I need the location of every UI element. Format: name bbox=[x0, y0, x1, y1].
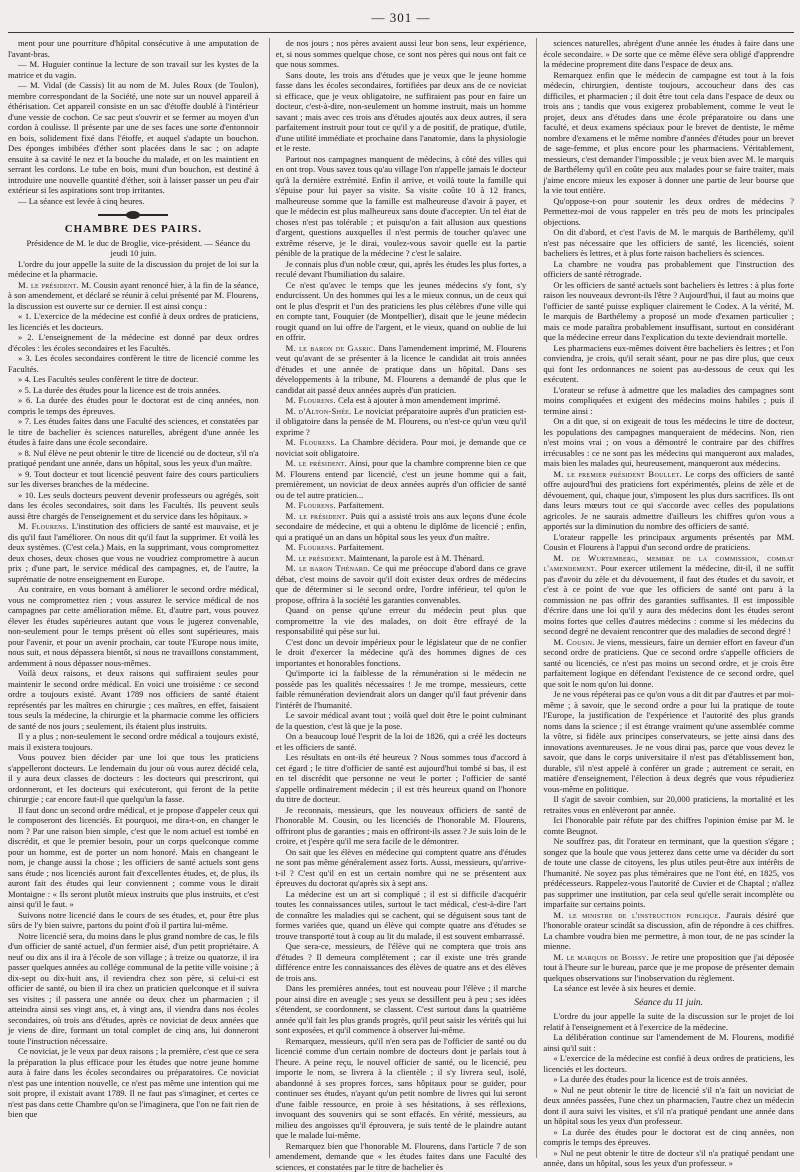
speaker-name: M. le baron Thénard. bbox=[286, 563, 371, 573]
paragraph: On dit d'abord, et c'est l'avis de M. le marquis de Barthélemy, qu'il n'est pas nécessaire que les officiers de santé, les licenciés, soient bacheliers ès lettres, et à plus forte raison bacheliers ès sciences. bbox=[543, 227, 794, 259]
page-number: — 301 — bbox=[8, 10, 794, 26]
paragraph: Je ne vous répéterai pas ce qu'on vous a dit dit par d'autres et par moi-même ; à savoir, que le second ordre a pour lui la pratique de toute l'Europe, la justification de l'expérience et l'autorité des plus grands noms dans la science ; il est étrange vraiment qu'une assemblée comme la vôtre, si fidèle aux principes conservateurs, se jette ainsi dans des innovations aventureuses. Je ne vous dirai pas, parce que vous devez le savoir, que dans le corps universitaire il n'est pas d'établissement bon, durable, s'il n'est appelé à conférer un grade ; autrement ce serait, en matière d'enseignement, l'élection à deux degrés que vous répudieriez vous-même en politique. bbox=[543, 689, 794, 794]
paragraph: Remarquez bien que l'honorable M. Flourens, dans l'article 7 de son amendement, demande que « les études faites dans une Faculté des sciences, et constatées par le titre de bachelier ès bbox=[276, 1141, 527, 1172]
column-1 bbox=[8, 38, 259, 1158]
section-title: CHAMBRE DES PAIRS. bbox=[8, 224, 259, 235]
paragraph: Voilà deux raisons, et deux raisons qui suffiraient seules pour maintenir le second ordre médical. En voici une troisième : ce second ordre a toujours existé. Avant 1789 nos officiers de santé étaient représentés par les maîtres en chirurgie ; ces maîtres, en effet, faisaient tous seuls la médecine, la chirurgie et la pharmacie comme les officiers de santé de nos jours ; seulement, ils étaient plus instruits. bbox=[8, 668, 259, 731]
paragraph: La séance est levée à six heures et demie. bbox=[543, 983, 794, 994]
speaker-name: M. le président. bbox=[286, 511, 348, 521]
paragraph: Au contraire, en vous bornant à améliorer le second ordre médical, vous ne compromettez rien ; vous assurez le service médical de nos campagnes par cette amélioration même. Et, d'autre part, vous pouvez élever les études supérieures autant que vous le jugerez convenable, non-seulement pour le temps présent où elles sont supérieures, mais pour l'avenir, et pour un avenir prochain, car toute l'Europe nous imite, nous suit, et nous dépassera bientôt, si nous ne travaillons constamment, ardemment à nous dépasser nous-mêmes. bbox=[8, 584, 259, 668]
paragraph: Le savoir médical avant tout ; voilà quel doit être le point culminant de la question, c'est là que je la pose. bbox=[276, 710, 527, 731]
speaker-name: M. le baron de Gasric. bbox=[286, 343, 376, 353]
paragraph: Remarquez enfin que le médecin de campagne est tout à la fois médecin, chirurgien, dentiste toujours, accoucheur dans des cas difficiles, et pharmacien ; il doit être tout cela dans l'espace de deux ou trois ans ; tandis que vous exigerez probablement, comme le veut le projet, deux ans d'études dans une école préparatoire ou dans une faculté, et deux examens spéciaux pour le brevet de dentiste, le même nombre d'examens et le même nombre d'années d'études pour un brevet de sage-femme, et plus encore pour les pharmaciens. Véritablement, messieurs, c'est demander l'impossible ; je veux bien avec M. le marquis de Barthélemy qu'il en coûte peu aux malades pour se faire traiter, mais j'aime encore mieux les exposer à donner une partie de leur bourse que la vie tout entière. bbox=[543, 70, 794, 196]
speaker-name: M. Flourens. bbox=[286, 542, 336, 552]
column-2 bbox=[269, 38, 527, 1158]
paragraph: La chambre ne voudra pas probablement que l'instruction des officiers de santé rétrograde. bbox=[543, 259, 794, 280]
speaker-name: M. Flourens. bbox=[286, 500, 336, 510]
page-header bbox=[8, 6, 794, 33]
paragraph: Quand on pense qu'une erreur du médecin peut plus que compromettre la vie des malades, on doit être effrayé de la responsabilité qui pèse sur lui. bbox=[276, 605, 527, 637]
paragraph: Dans les premières années, tout est nouveau pour l'élève ; il marche pour ainsi dire en aveugle ; ses yeux se dessillent peu à peu ; ses idées s'étendent, se coordonnent, se classent. C'est surtout dans la quatrième année qu'il fait les plus grands progrès, qu'il peut saisir les vérités qui lui sont exposées, et qu'il commence à observer lui-même. bbox=[276, 983, 527, 1036]
paragraph: Que sera-ce, messieurs, de l'élève qui ne comptera que trois ans d'études ? Il demeura complétement ; car il existe une très grande différence entre les connaissances des élèves de quatre ans et des élèves de trois ans. bbox=[276, 941, 527, 983]
paragraph: Ne souffrez pas, dit l'orateur en terminant, que la question s'égare ; songez que la boule que vous jetterez dans cette urne va décider du sort de toute une classe de citoyens, les plus utiles peut-être aux intérêts de l'humanité. Ne soyez pas plus téméraires que ne l'ont été, en 1825, vos prédécesseurs. Rappelez-vous l'autorité de Cuvier et de Chaptal ; n'allez pas supprimer une institution, par cela seul qu'elle serait incomplète ou imparfaite sur certains points. bbox=[543, 836, 794, 910]
paragraph: » 2. L'enseignement de la médecine est donné par deux ordres d'écoles : les écoles secondaires et les Facultés. bbox=[8, 332, 259, 353]
paragraph: M. le président. Maintenant, la parole est à M. Thénard. bbox=[276, 553, 527, 564]
speaker-name: M. de Wurtemberg, membre de la commission, combat l'amendement. bbox=[543, 553, 794, 574]
paragraph: » 9. Tout docteur et tout licencié peuvent faire des cours particuliers sur les diverses branches de la médecine. bbox=[8, 469, 259, 490]
paragraph: « 1. L'exercice de la médecine est confié à deux ordres de praticiens, les licenciés et les docteurs. bbox=[8, 311, 259, 332]
paragraph: L'ordre du jour appelle la suite de la discussion sur le projet de loi relatif à l'enseignement et à l'exercice de la médecine. bbox=[543, 1011, 794, 1032]
paragraph: M. le baron de Gasric. Dans l'amendement imprimé, M. Flourens veut qu'avant de se présenter à la licence le candidat ait trois années d'études et une année de pratique dans un hôpital. Dans ses développements à la tribune, M. Flourens a demandé de plus que le candidat ait passé deux années auprès d'un praticien. bbox=[276, 343, 527, 396]
paragraph: Ce n'est qu'avec le temps que les jeunes médecins s'y font, s'y endurcissent. Un des hommes qui les a le mieux connus, un de ceux qui ont le plus d'esprit et l'un des praticiens les plus célèbres d'une ville qui en compte tant, Fouquier (de Montpellier), disait que le jeune médecin rougit quand on lui offre de l'argent, et le vieux, quand on oublie de lui en offrir. bbox=[276, 280, 527, 343]
paragraph: Suivons notre licencié dans le cours de ses études, et, pour être plus sûrs de l'y bien suivre, partons du point d'où il partira lui-même. bbox=[8, 910, 259, 931]
speaker-name: M. Flourens. bbox=[286, 437, 337, 447]
paragraph: Vous pouvez bien décider par une loi que tous les praticiens s'appelleront docteurs. Le lendemain du jour où vous aurez décidé cela, il y aura deux classes de docteurs : les docteurs qui prescriront, qui ordonneront, et les docteurs qui exécuteront, qui feront de la petite chirurgie ; car encore faut-il que quelqu'un la fasse. bbox=[8, 752, 259, 805]
paragraph: M. Flourens. Parfaitement. bbox=[276, 500, 527, 511]
speaker-name: M. le président. bbox=[286, 553, 347, 563]
paragraph: M. Flourens. L'institution des officiers de santé est mauvaise, et je dis qu'il faut l'améliorer. On nous dit qu'il faut la supprimer. Et voilà les deux systèmes. (C'est cela.) Mais, en la supprimant, vous compromettez deux choses, deux choses que vous ne voudriez compromettre à aucun prix ; d'une part, le service médical des campagnes, et, de l'autre, la suprématie de notre enseignement en Europe. bbox=[8, 521, 259, 584]
paragraph: Je reconnais, messieurs, que les nouveaux officiers de santé de l'honorable M. Cousin, ou les licenciés de l'honorable M. Flourens, offriront plus de garanties ; mais en offriront-ils assez ? Je suis loin de le croire, et j'espère qu'il me sera facile de le démontrer. bbox=[276, 805, 527, 847]
speaker-name: M. Cousin. bbox=[553, 637, 594, 647]
paragraph: M. Flourens. Cela est à ajouter à mon amendement imprimé. bbox=[276, 395, 527, 406]
paragraph: M. le président. M. Cousin ayant renoncé hier, à la fin de la séance, à son amendement, et déclaré se réunir à celui présenté par M. Flourens, la discussion est ouverte sur ce dernier. Il est ainsi conçu : bbox=[8, 280, 259, 312]
paragraph: » La durée des études pour le doctorat est de cinq années, non compris le temps des épreuves. bbox=[543, 1127, 794, 1148]
paragraph: Il y a plus ; non-seulement le second ordre médical a toujours existé, mais il existera toujours. bbox=[8, 731, 259, 752]
paragraph: On sait que les élèves en médecine qui comptent quatre ans d'études ne sont pas même généralement assez forts. Aussi, messieurs, qu'arrive-t-il ? C'est qu'il en est un certain nombre qui ne se présentent aux épreuves du doctorat qu'après six à sept ans. bbox=[276, 847, 527, 889]
section-subtitle: Présidence de M. le duc de Broglie, vice-président. — Séance du jeudi 10 juin. bbox=[8, 238, 259, 259]
paragraph: Il s'agit de savoir combien, sur 20,000 praticiens, la mortalité et les retraites vous en enlèveront par année. bbox=[543, 794, 794, 815]
paragraph: » 4. Les Facultés seules confèrent le titre de docteur. bbox=[8, 374, 259, 385]
paragraph: C'est donc un devoir impérieux pour le législateur que de ne confier le droit d'exercer la médecine qu'à des hommes dignes de ces importantes et honorables fonctions. bbox=[276, 637, 527, 669]
speaker-name: M. le premier président Boullet. bbox=[553, 469, 682, 479]
paragraph: sciences naturelles, abrégent d'une année les études à faire dans une école secondaire. » De sorte que ce même élève sera obligé d'apprendre la médecine proprement dite dans l'espace de deux ans. bbox=[543, 38, 794, 70]
speaker-name: M. le ministre de l'instruction publique. bbox=[553, 910, 720, 920]
paragraph: M. le baron Thénard. Ce qui me préoccupe d'abord dans ce grave débat, c'est moins de savoir qu'il doit exister deux ordres de médecins que de déterminer si le second ordre, l'ordre inférieur, tel qu'on le propose, offrira à la société les garanties convenables. bbox=[276, 563, 527, 605]
paragraph: » Nul ne peut obtenir le titre de licencié s'il n'a fait un noviciat de deux années passées, l'une chez un pharmacien, l'autre chez un médecin dont il aura suivi les visites, et s'il n'a pratiqué pendant une année dans un hôpital sous les yeux d'un professeur. bbox=[543, 1085, 794, 1127]
paragraph: M. le ministre de l'instruction publique. J'aurais désiré que l'honorable orateur scindât sa discussion, afin de répondre à ces chiffres. La chambre voudra bien me permettre, à mon tour, de ne pas scinder la mienne. bbox=[543, 910, 794, 952]
paragraph: Ce noviciat, je le veux par deux raisons ; la première, c'est que ce sera la préparation la plus efficace pour les études que notre jeune homme aura à faire dans les écoles secondaires ou préparatoires. Ce noviciat n'est pas une intention nouvelle, ce n'est pas même une intention qui me soit propre, il existait avant 1789. Il ne faut pas s'imaginer, et certes ce n'est pas dans cette Chambre qu'on se l'imaginera, que l'on ne fait rien de bien que bbox=[8, 1046, 259, 1120]
paragraph: L'orateur rappelle les principaux arguments présentés par MM. Cousin et Flourens à l'appui d'un second ordre de praticiens. bbox=[543, 532, 794, 553]
paragraph: Remarquez, messieurs, qu'il n'en sera pas de l'officier de santé ou du licencié comme d'un certain nombre de docteurs dont je parlais tout à l'heure. A peine reçu, le nouvel officier de santé, ou le licencié, peu importe le nom, se livrera à la clientèle ; il s'y livrera seul, isolé, abandonné à ses propres forces, sans hôpitaux pour se guider, pour continuer ses études, n'ayant qu'un petit nombre de livres qui lui seront d'une faible ressource, en proie à ses hésitations, à ses réflexions, invoquant des souvenirs qui se sont effacés. En vérité, messieurs, au milieu des angoisses qu'il éprouvera, je suis tenté de le plaindre autant que le malade lui-même. bbox=[276, 1036, 527, 1141]
paragraph: ment pour une pourriture d'hôpital consécutive à une amputation de l'avant-bras. bbox=[8, 38, 259, 59]
speaker-name: M. d'Alton-Shée. bbox=[286, 406, 352, 416]
paragraph: L'ordre du jour appelle la suite de la discussion du projet de loi sur la médecine et la pharmacie. bbox=[8, 259, 259, 280]
speaker-name: M. le président. bbox=[286, 458, 347, 468]
paragraph: Sans doute, les trois ans d'études que je veux que le jeune homme fasse dans les écoles secondaires, fortifiées par deux ans de ce noviciat si efficace, que je veux obligatoire, ne suffiraient pas pour en faire un docteur, c'est-à-dire, non-seulement un homme instruit, mais un homme savant ; mais avec ces trois ans d'études ajoutés aux deux autres, il sera parfaitement instruit pour tout ce qu'il y a de positif, de pratique, d'utile, d'une utilité immédiate et prochaine dans l'anatomie, dans la physiologie et le reste. bbox=[276, 70, 527, 154]
paragraph: M. le marquis de Boissy. Je retire une proposition que j'ai déposée tout à l'heure sur le bureau, parce que je me propose de présenter demain quelques observations sur l'inobservation du règlement. bbox=[543, 952, 794, 984]
section-divider bbox=[98, 211, 168, 219]
paragraph: Notre licencié sera, du moins dans le plus grand nombre de cas, le fils d'un officier de santé actuel, d'un fermier aisé, d'un petit propriétaire. A neuf ou dix ans il ira à l'école de son village ; à treize ou quatorze, il ira passer quelques années au collége communal de la petite ville voisine ; à dix-sept ou dix-huit ans, il reviendra chez son père, si celui-ci est officier de santé, ou bien il ira chez un praticien quelconque et il suivra ses visites ; il passera une année ou deux chez un pharmacien ; il atteindra ainsi ses vingt ans, et, à vingt ans, il viendra dans nos écoles secondaires, où trois ans d'études, après ce noviciat de deux années que je viens de dire, formant un total complet de cinq ans, lui donneront toute l'instruction nécessaire. bbox=[8, 931, 259, 1047]
paragraph: de nos jours ; nos pères avaient aussi leur bon sens, leur expérience, et, si nous sommes quelque chose, ce sont nos pères qui nous ont fait ce que nous sommes. bbox=[276, 38, 527, 70]
paragraph: » 3. Les écoles secondaires confèrent le titre de licencié comme les Facultés. bbox=[8, 353, 259, 374]
paragraph: On a beaucoup loué l'esprit de la loi de 1826, qui a créé les docteurs et les officiers de santé. bbox=[276, 731, 527, 752]
paragraph: La délibération continue sur l'amendement de M. Flourens, modifié ainsi qu'il suit : bbox=[543, 1032, 794, 1053]
paragraph: M. d'Alton-Shée. Le noviciat préparatoire auprès d'un praticien est-il obligatoire dans la pensée de M. Flourens, ou n'est-ce qu'un vœu qu'il exprime ? bbox=[276, 406, 527, 438]
paragraph: — M. Vidal (de Cassis) lit au nom de M. Jules Roux (de Toulon), membre correspondant de la Société, une note sur un nouvel appareil à éthérisation. Cet appareil consiste en un sac d'étoffe doublé à l'intérieur d'une vessie de cochon. Ce sac peut s'ouvrir et se fermer au moyen d'un cordon à coulisse. Il présente par une de ses faces une sorte d'entonnoir en bois, solidement fixé dans l'étoffe, et auquel s'adapte un bouchon. Des éponges imbibées d'éther sont placées dans le sac ; on adapte ensuite à sa cavité le nez et la bouche du malade, et on les maintient en serrant les cordons. Le tube en bois, muni d'un bouchon, est destiné à introduire une nouvelle quantité d'éther, soit à laisser passer un peu d'air extérieur si les aspirations sont trop irritantes. bbox=[8, 80, 259, 196]
speaker-name: M. Flourens. bbox=[286, 395, 336, 405]
paragraph: M. de Wurtemberg, membre de la commission, combat l'amendement. Pour exercer utilement la médecine, dit-il, il ne suffit pas d'avoir du zèle et du dévouement, il faut des études et du savoir, et c'est à ce point de vue que les officiers de santé ont paru à la commission ne pas offrir des garanties suffisantes. Il est impossible d'écrire dans une loi qu'il y aura des médecins dont les études seront moins fortes que celles d'autres médecins : comme si les médecins du second degré ne devaient rencontrer que des maladies de second degré ! bbox=[543, 553, 794, 637]
paragraph: M. le président. Puis qui a assisté trois ans aux leçons d'une école secondaire de médecine, et qui a obtenu le diplôme de licencié ; enfin, qui a pratiqué un an dans un hôpital sous les yeux d'un maître. bbox=[276, 511, 527, 543]
paragraph: Je connais plus d'un noble cœur, qui, après les études les plus fortes, a reculé devant l'humiliation du salaire. bbox=[276, 259, 527, 280]
paragraph: Partout nos campagnes manquent de médecins, à côté des villes qui en ont trop. Vous savez tous qu'au village l'on n'appelle jamais le docteur qu'à la dernière extrémité. Enfin il arrive, et voilà toute la famille qui s'épuise pour lui payer sa visite. Sa visite coûte 10 à 12 francs, malheureuse somme que la famille est malheureuse d'avoir à payer, et que le médecin est plus malheureux sans doute d'accepter. Un tel état de choses n'est pas tolérable ; et puisqu'on a fait allusion aux questions d'argent, questions auxquelles il n'est permis de toucher qu'avec une extrême réserve, je le dirai, voulez-vous savoir quelle est la partie pénible de la pratique de la médecine ? c'est le salaire. bbox=[276, 154, 527, 259]
paragraph: Il faut donc un second ordre médical, et je propose d'appeler ceux qui le composeront des licenciés. Et pourquoi, me dira-t-on, en changer le nom ? Par une raison bien simple, c'est que le nom actuel est tombé en discrédit, et que le premier besoin, pour un corps quelconque comme pour un homme, est de porter un nom honoré. Mais en changeant le nom, je change aussi la chose ; les officiers de santé actuels sont gens sans étude ; nos licenciés auront fait d'excellentes études, et, de plus, ils auront fait des études qui leur conviennent ; comme vous le dirait Montaigne : « Ils seront plutôt mieux instruits que plus instruits, et c'est ainsi qu'il le faut. » bbox=[8, 805, 259, 910]
paragraph: » 5. La durée des études pour la licence est de trois années. bbox=[8, 385, 259, 396]
paragraph: « L'exercice de la médecine est confié à deux ordres de praticiens, les licenciés et les docteurs. bbox=[543, 1053, 794, 1074]
text-columns bbox=[8, 38, 794, 1158]
paragraph: L'orateur se refuse à admettre que les maladies des campagnes sont moins compliquées et exigent des médecins moins habiles ; puis il termine ainsi : bbox=[543, 385, 794, 417]
newspaper-page bbox=[8, 6, 794, 1158]
paragraph: M. le président. Ainsi, pour que la chambre comprenne bien ce que M. Flourens entend par licencié, c'est un jeune homme qui a fait, premièrement, un noviciat de deux années auprès d'un officier de santé ou de tel autre praticien... bbox=[276, 458, 527, 500]
paragraph: » Nul ne peut obtenir le titre de docteur s'il n'a pratiqué pendant une année, dans un hôpital, sous les yeux d'un professeur. » bbox=[543, 1148, 794, 1169]
paragraph: Qu'oppose-t-on pour soutenir les deux ordres de médecins ? Permettez-moi de vous rappeler en très peu de mots les principales objections. bbox=[543, 196, 794, 228]
paragraph: » 7. Les études faites dans une Faculté des sciences, et constatées par le titre de bachelier ès sciences naturelles, abrégent d'une année les études à faire dans une école secondaire. bbox=[8, 416, 259, 448]
paragraph: M. Cousin. Je viens, messieurs, faire un dernier effort en faveur d'un second ordre de praticiens. Que ce second ordre s'appelle officiers de santé ou licenciés, ce n'est pas moins un second ordre, et je crois être parfaitement logique en défendant l'existence de ce second ordre, quel que soit le nom qu'on lui donne. bbox=[543, 637, 794, 690]
paragraph: — La séance est levée à cinq heures. bbox=[8, 196, 259, 207]
speaker-name: M. Flourens. bbox=[18, 521, 69, 531]
paragraph: » La durée des études pour la licence est de trois années. bbox=[543, 1074, 794, 1085]
paragraph: M. Flourens. La Chambre décidera. Pour moi, je demande que ce noviciat soit obligatoire. bbox=[276, 437, 527, 458]
paragraph: Or les officiers de santé actuels sont bacheliers ès lettres : à plus forte raison les nouveaux devront-ils l'être ? Aujourd'hui, il faut au moins que l'officier de santé puisse expliquer clairement le Codex. A la vérité, M. le marquis de Barthélemy a proposé un mode d'examen particulier ; mais ce mode paraîtra probablement insuffisant, surtout en considérant que la médecine erreur dans l'explication du texte deviendrait mortelle. bbox=[543, 280, 794, 343]
paragraph: On a dit que, si on exigeait de tous les médecins le titre de docteur, les populations des campagnes manqueraient de médecins. Non, rien n'est moins vrai ; on vous a démontré le contraire par des chiffres irrécusables : ce ne sont pas les médecins qui manqueront aux malades, mais bien les malades qui, heureusement, manqueront aux médecins. bbox=[543, 416, 794, 469]
paragraph: » 6. La durée des études pour le doctorat est de cinq années, non compris le temps des épreuves. bbox=[8, 395, 259, 416]
paragraph: Les résultats en ont-ils été heureux ? Nous sommes tous d'accord à cet égard ; le titre d'officier de santé est aujourd'hui tombé si bas, il est en tel discrédit que personne ne veut le porter ; l'officier de santé s'appelle ordinairement médecin ; il est très heureux quand on l'honore du titre de docteur. bbox=[276, 752, 527, 805]
paragraph: Ici l'honorable pair réfute par des chiffres l'opinion émise par M. le comte Beugnot. bbox=[543, 815, 794, 836]
paragraph: M. Flourens. Parfaitement. bbox=[276, 542, 527, 553]
paragraph: Les pharmaciens eux-mêmes doivent être bacheliers ès lettres ; et l'on conviendra, je crois, qu'il serait séant, pour ne pas dire plus, que ceux qui font les ordonnances ne soient pas au-dessous de ceux qui les exécutent. bbox=[543, 343, 794, 385]
paragraph: Qu'importe ici la faiblesse de la rémunération si le médecin ne possède pas les qualités nécessaires ! Je me trompe, messieurs, cette faible rémunération deviendrait alors un danger qu'il faut prévenir dans l'intérêt de l'humanité. bbox=[276, 668, 527, 710]
sitting-title: Séance du 11 juin. bbox=[543, 998, 794, 1009]
speaker-name: M. le marquis de Boissy. bbox=[553, 952, 649, 962]
paragraph: La médecine est un art si compliqué ; il est si difficile d'acquérir toutes les connaissances utiles, surtout le tact médical, c'est-à-dire l'art de connaître les maladies qui se cachent, qui se déguisent sous tant de formes variées que, quand un élève qui compte quatre ans d'études se trouve transporté tout à coup au lit du malade, il est souvent embarrassé. bbox=[276, 889, 527, 942]
paragraph: » 10. Les seuls docteurs peuvent devenir professeurs ou agrégés, soit dans les écoles secondaires, soit dans les Facultés. Ils peuvent seuls aussi être chargés de l'enseignement et du service dans les hôpitaux. » bbox=[8, 490, 259, 522]
paragraph: — M. Huguier continue la lecture de son travail sur les kystes de la matrice et du vagin. bbox=[8, 59, 259, 80]
paragraph: M. le premier président Boullet. Le corps des officiers de santé offre aujourd'hui des praticiens fort expérimentés, pleins de zèle et de dévouement, qui, chaque jour, s'imposent les plus durs sacrifices. Ils ont dans leurs mœurs tout ce qui s'accorde avec celles des populations agricoles. Je ne saurais admettre d'ailleurs les chiffres qu'on vous a apportés sur la diminution du nombre des officiers de santé. bbox=[543, 469, 794, 532]
speaker-name: M. le président. bbox=[18, 280, 79, 290]
column-3 bbox=[536, 38, 794, 1158]
paragraph: » 8. Nul élève ne peut obtenir le titre de licencié ou de docteur, s'il n'a pratiqué pendant une année, dans un hôpital, sous les yeux d'un maître. bbox=[8, 448, 259, 469]
